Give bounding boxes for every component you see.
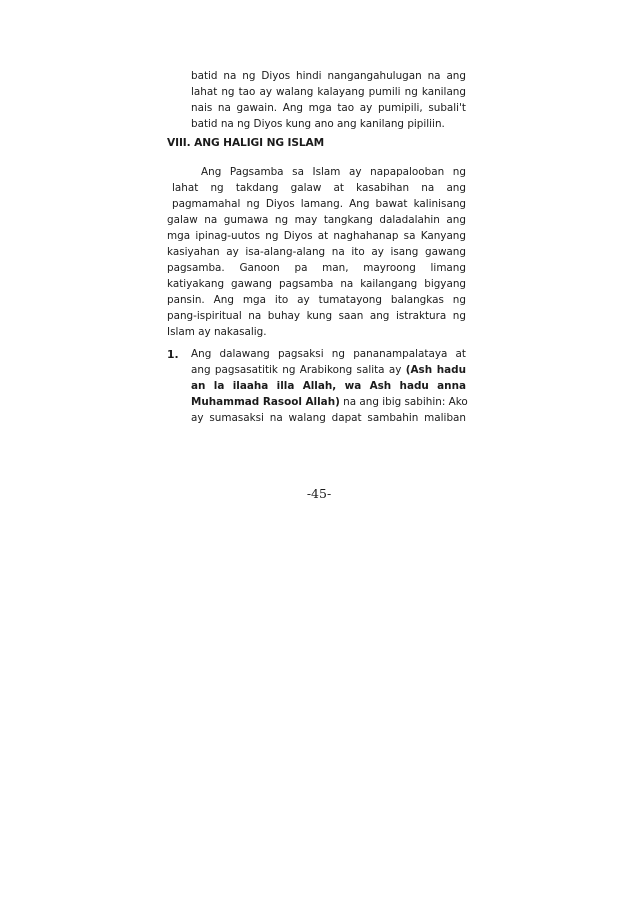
paragraph-line-2: lahat ng takdang galaw at kasabihan na ang xyxy=(172,182,466,194)
list-line-2-text: ang pagsasatitik ng Arabikong salita ay xyxy=(191,364,406,376)
paragraph-line-9: pansin. Ang mga ito ay tumatayong balangkas ng xyxy=(167,294,466,306)
paragraph-line-1: Ang Pagsamba sa Islam ay napapalooban ng xyxy=(201,166,466,178)
paragraph-line-3: pagmamahal ng Diyos lamang. Ang bawat kalinisang xyxy=(172,198,466,210)
list-number: 1. xyxy=(167,348,179,361)
page-number: -45- xyxy=(306,486,332,501)
paragraph-line-11: Islam ay nakasalig. xyxy=(167,326,267,338)
list-line-1: Ang dalawang pagsaksi ng pananampalataya at xyxy=(191,348,466,360)
arabic-phrase-end: Muhammad Rasool Allah) xyxy=(191,396,340,408)
intro-line-3: nais na gawain. Ang mga tao ay pumipili, subali't xyxy=(191,102,466,114)
arabic-phrase-start: (Ash hadu xyxy=(405,364,466,376)
list-line-5: ay sumasaksi na walang dapat sambahin maliban xyxy=(191,412,466,424)
intro-line-4: batid na ng Diyos kung ano ang kanilang pipiliin. xyxy=(191,118,445,130)
paragraph-line-7: pagsamba. Ganoon pa man, mayroong limang xyxy=(167,262,466,274)
paragraph-line-6: kasiyahan ay isa-alang-alang na ito ay isang gawang xyxy=(167,246,466,258)
paragraph-line-10: pang-ispiritual na buhay kung saan ang istraktura ng xyxy=(167,310,466,322)
intro-line-2: lahat ng tao ay walang kalayang pumili ng kanilang xyxy=(191,86,466,98)
arabic-phrase-line: an la ilaaha illa Allah, wa Ash hadu anna xyxy=(191,380,466,392)
paragraph-line-8: katiyakang gawang pagsamba na kailangang bigyang xyxy=(167,278,466,290)
section-heading: VIII. ANG HALIGI NG ISLAM xyxy=(167,137,325,149)
list-line-4 xyxy=(191,394,466,410)
paragraph-line-4: galaw na gumawa ng may tangkang daladalahin ang xyxy=(167,214,466,226)
intro-line-1: batid na ng Diyos hindi nangangahulugan na ang xyxy=(191,70,466,82)
list-line-4-text: na ang ibig sabihin: Ako xyxy=(339,396,468,408)
paragraph-line-5: mga ipinag-uutos ng Diyos at naghahanap sa Kanyang xyxy=(167,230,466,242)
list-line-2 xyxy=(191,362,466,378)
